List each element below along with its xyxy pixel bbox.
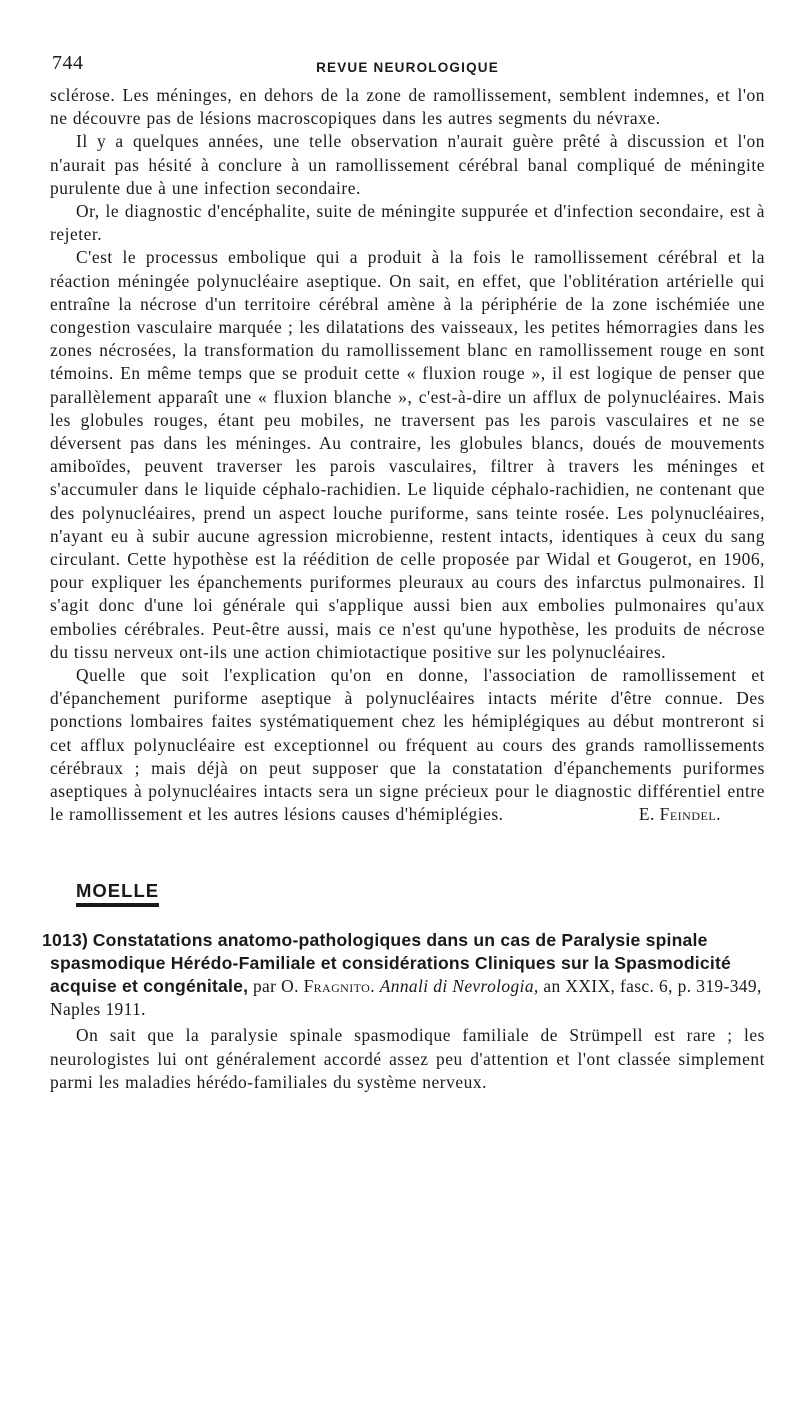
running-head — [50, 50, 765, 84]
article-author: O. Fragnito. — [281, 975, 375, 996]
article-journal: Annali di Nevrologia, — [379, 975, 539, 996]
journal-page — [42, 50, 765, 1094]
article-title: Constatations anatomo-pathologiques dans un cas de Paralysie spinale spasmodique Hérédo-Familiale et considérations Cliniques sur la Spasmodicité acquise et congénitale, — [50, 929, 732, 996]
article-paragraph: On sait que la paralysie spinale spasmodique familiale de Strümpell est rare ; les neurologistes lui ont généralement accordé assez peu d'attention et l'ont classée simplement parmi les maladies hérédo-familiales du système nerveux. — [50, 1025, 765, 1092]
journal-title: REVUE NEUROLOGIQUE — [316, 60, 499, 75]
author-signature: E. Feindel. — [638, 804, 721, 825]
article-number: 1013) — [42, 929, 88, 950]
paragraph: C'est le processus embolique qui a produit à la fois le ramollissement cérébral et la réaction méningée polynucléaire aseptique. On sait, en effet, que l'oblitération artérielle qui entraîne la nécrose d'un territoire cérébral amène à la périphérie de la zone ischémiée une congestion vasculaire marquée ; les dilatations des vaisseaux, les petites hémorragies dans les zones nécrosées, la transformation du ramollissement blanc en ramollissement rouge en sont témoins. En même temps que se produit cette « fluxion rouge », il est logique de penser que parallèlement apparaît une « fluxion blanche », c'est-à-dire un afflux de polynucléaires. Mais les globules rouges, étant peu mobiles, ne traversent pas les parois vasculaires et ne se déversent pas dans les méninges. Au contraire, les globules blancs, doués de mouvements amiboïdes, peuvent traverser les parois vasculaires, filtrer à travers les méninges et s'accumuler dans le liquide céphalo-rachidien. Le liquide céphalo-rachidien, ne contenant que des polynucléaires, prend un aspect louche puriforme, sans teinte rosée. Les polynucléaires, n'ayant eu à subir aucune agression microbienne, restent intacts, identiques à ceux du sang circulant. Cette hypothèse est la réédition de celle proposée par Widal et Gougerot, en 1906, pour expliquer les épanchements puriformes pleuraux au cours des infarctus pulmonaires. Il s'agit donc d'une loi générale qui s'applique aussi bien aux embolies pulmonaires qu'aux embolies cérébrales. Peut-être aussi, mais ce n'est qu'une hypothèse, les produits de nécrose du tissu nerveux ont-ils une action chimiotactique positive sur les polynucléaires. — [50, 247, 765, 662]
body-text — [50, 84, 765, 827]
article-citation — [42, 929, 765, 1022]
paragraph-continuation: sclérose. Les méninges, en dehors de la zone de ramollissement, semblent indemnes, et l'on ne découvre pas de lésions macroscopiques dans les autres segments du névraxe. — [50, 85, 765, 129]
article-body — [50, 1024, 765, 1094]
page-number: 744 — [52, 52, 84, 74]
article-entry — [42, 929, 765, 1094]
section-heading: MOELLE — [76, 880, 159, 907]
paragraph: Or, le diagnostic d'encéphalite, suite de méningite suppurée et d'infection secondaire, est à rejeter. — [50, 201, 765, 245]
article-by: par — [252, 975, 277, 996]
paragraph: Quelle que soit l'explication qu'on en donne, l'association de ramollissement et d'épanchement puriforme aseptique à polynucléaires intacts mérite d'être connue. Des ponctions lombaires faites systématiquement chez les hémiplégiques au début montreront si cet afflux polynucléaire est exceptionnel ou fréquent au cours des grands ramollissements cérébraux ; mais déjà on peut supposer que la constatation d'épanchements puriformes aseptiques à polynucléaires intacts sera un signe précieux pour le diagnostic différentiel entre le ramollissement et les autres lésions causes d'hémiplégies. — [50, 665, 765, 825]
paragraph: Il y a quelques années, une telle observation n'aurait guère prêté à discussion et l'on n'aurait pas hésité à conclure à un ramollissement cérébral banal compliqué de méningite purulente due à une infection secondaire. — [50, 131, 765, 198]
article-reference: an XXIX, fasc. 6, p. 319-349, Naples 1911. — [50, 975, 762, 1020]
